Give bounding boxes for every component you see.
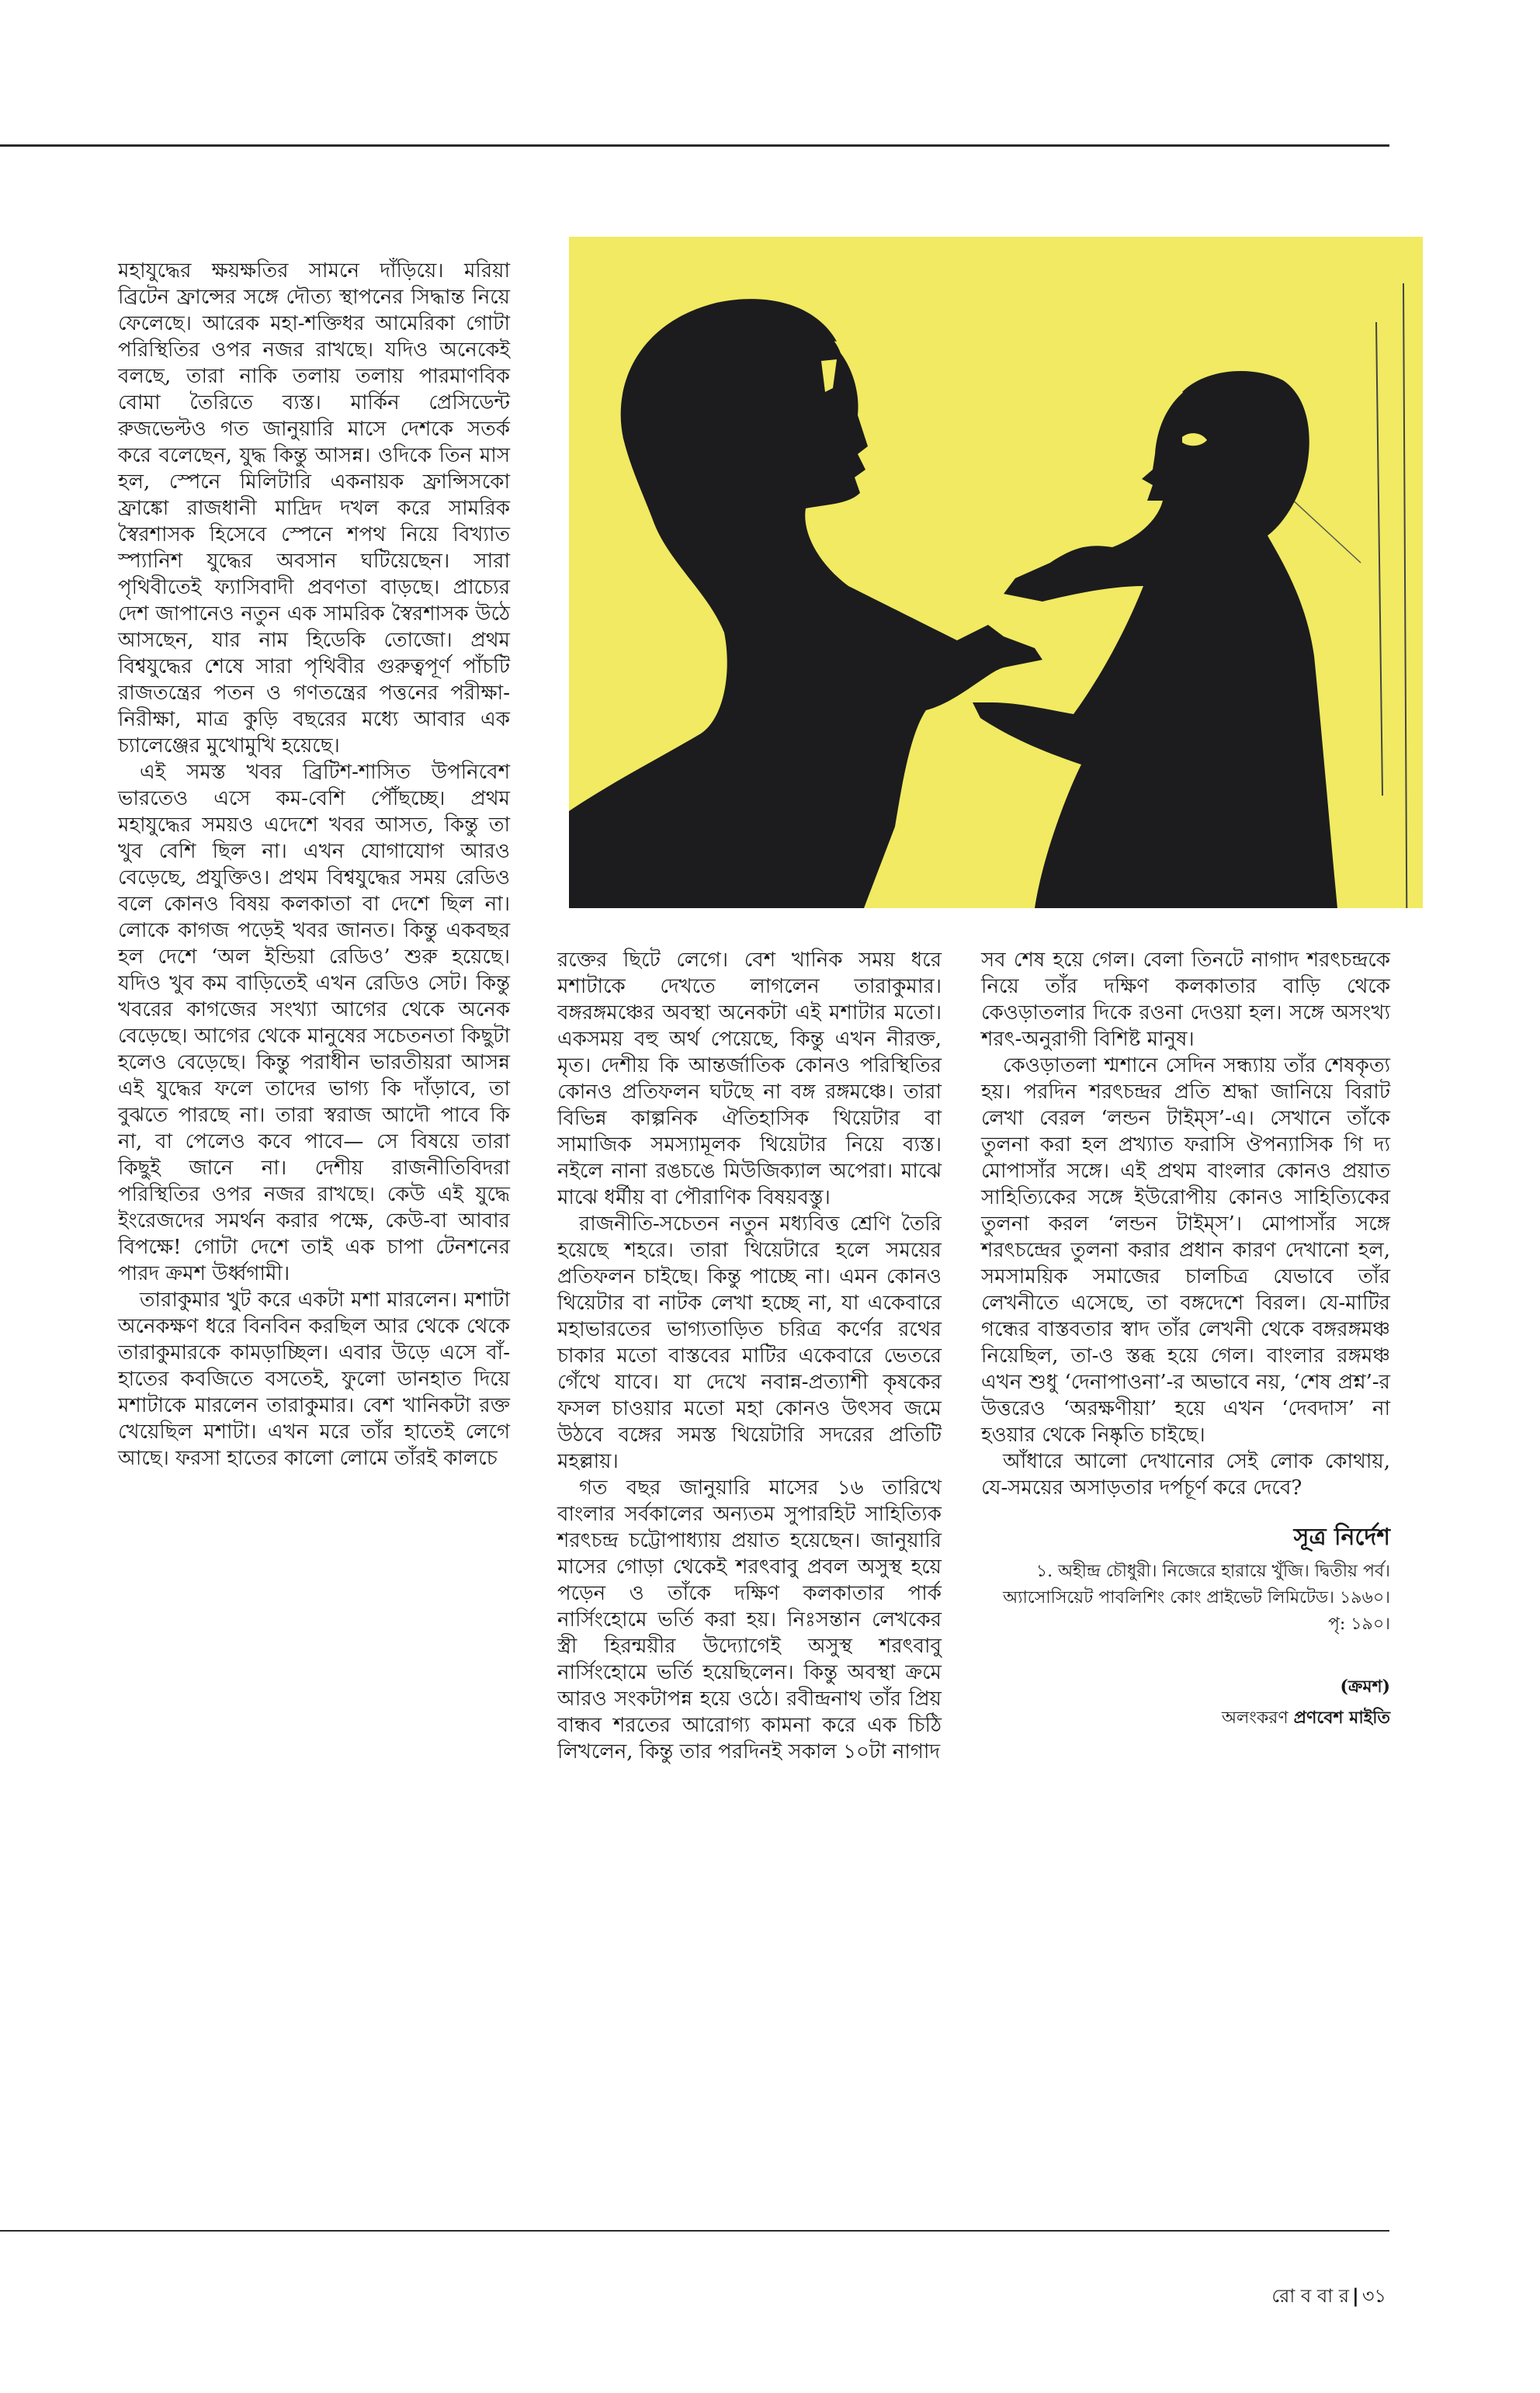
paragraph: এই সমস্ত খবর ব্রিটিশ-শাসিত উপনিবেশ ভারতেও এসে কম-বেশি পৌঁছচ্ছে। প্রথম মহাযুদ্ধের সময়ও এদেশে খবর আসত, কিন্তু তা খুব বেশি ছিল না। এখন যোগাযোগ আরও বেড়েছে, প্রযুক্তিও। প্রথম বিশ্বযুদ্ধের সময় রেডিও বলে কোনও বিষয় কলকাতা বা দেশে ছিল না। লোকে কাগজ পড়েই খবর জানত। কিন্তু একবছর হল দেশে ‘অল ইন্ডিয়া রেডিও’ শুরু হয়েছে। যদিও খুব কম বাড়িতেই এখন রেডিও সেট। কিন্তু খবরের কাগজের সংখ্যা আগের থেকে অনেক বেড়েছে। আগের থেকে মানুষের সচেতনতা কিছুটা হলেও বেড়েছে। কিন্তু পরাধীন ভারতীয়রা আসন্ন এই যুদ্ধের ফলে তাদের ভাগ্য কি দাঁড়াবে, তা বুঝতে পারছে না। তারা স্বরাজ আদৌ পাবে কি না, বা পেলেও কবে পাবে— সে বিষয়ে তারা কিছুই জানে না। দেশীয় রাজনীতিবিদরা পরিস্থিতির ওপর নজর রাখছে। কেউ এই যুদ্ধে ইংরেজদের সমর্থন করার পক্ষে, কেউ-বা আবার বিপক্ষে! গোটা দেশে তাই এক চাপা টেনশনের পারদ ক্রমশ উর্ধ্বগামী। (118, 761, 510, 1285)
page-number: ৩১ (1361, 2285, 1386, 2307)
illustration (569, 237, 1423, 908)
column-1 (118, 258, 510, 1472)
top-rule (0, 144, 1389, 147)
bottom-rule (0, 2230, 1389, 2232)
magazine-name: রো ব বা র (1271, 2285, 1350, 2307)
column-2 (557, 947, 942, 1765)
column-3 (981, 947, 1390, 1732)
credit-label: অলংকরণ (1221, 1708, 1289, 1728)
paragraph: মহাযুদ্ধের ক্ষয়ক্ষতির সামনে দাঁড়িয়ে। মরিয়া ব্রিটেন ফ্রান্সের সঙ্গে দৌত্য স্থাপনের সিদ্ধান্ত নিয়ে ফেলেছে। আরেক মহা-শক্তিধর আমেরিকা গোটা পরিস্থিতির ওপর নজর রাখছে। যদিও অনেকেই বলছে, তারা নাকি তলায় তলায় পারমাণবিক বোমা তৈরিতে ব্যস্ত। মার্কিন প্রেসিডেন্ট রুজভেল্টও গত জানুয়ারি মাসে দেশকে সতর্ক করে বলেছেন, যুদ্ধ কিন্তু আসন্ন। ওদিকে তিন মাস হল, স্পেনে মিলিটারি একনায়ক ফ্রান্সিসকো ফ্রাঙ্কো রাজধানী মাদ্রিদ দখল করে সামরিক স্বৈরশাসক হিসেবে স্পেনে শপথ নিয়ে বিখ্যাত স্প্যানিশ যুদ্ধের অবসান ঘটিয়েছেন। সারা পৃথিবীতেই ফ্যাসিবাদী প্রবণতা বাড়ছে। প্রাচ্যের দেশ জাপানেও নতুন এক সামরিক স্বৈরশাসক উঠে আসছেন, যার নাম হিডেকি তোজো। প্রথম বিশ্বযুদ্ধের শেষে সারা পৃথিবীর গুরুত্বপূর্ণ পাঁচটি রাজতন্ত্রের পতন ও গণতন্ত্রের পত্তনের পরীক্ষা-নিরীক্ষা, মাত্র কুড়ি বছরের মধ্যে আবার এক চ্যালেঞ্জের মুখোমুখি হয়েছে। (118, 259, 510, 758)
paragraph: আঁধারে আলো দেখানোর সেই লোক কোথায়, যে-সময়ের অসাড়তার দর্পচূর্ণ করে দেবে? (981, 1450, 1390, 1500)
paragraph: রক্তের ছিটে লেগে। বেশ খানিক সময় ধরে মশাটাকে দেখতে লাগলেন তারাকুমার। বঙ্গরঙ্গমঞ্চের অবস্থা অনেকটা এই মশাটার মতো। একসময় বহু অর্থ পেয়েছে, কিন্তু এখন নীরক্ত, মৃত। দেশীয় কি আন্তর্জাতিক কোনও পরিস্থিতির কোনও প্রতিফলন ঘটছে না বঙ্গ রঙ্গমঞ্চে। তারা বিভিন্ন কাল্পনিক ঐতিহাসিক থিয়েটার বা সামাজিক সমস্যামূলক থিয়েটার নিয়ে ব্যস্ত। নইলে নানা রঙচঙে মিউজিক্যাল অপেরা। মাঝে মাঝে ধর্মীয় বা পৌরাণিক বিষয়বস্তু। (557, 949, 942, 1209)
footer-separator: | (1352, 2285, 1359, 2307)
paragraph: রাজনীতি-সচেতন নতুন মধ্যবিত্ত শ্রেণি তৈরি হয়েছে শহরে। তারা থিয়েটারে হলে সময়ের প্রতিফলন চাইছে। কিন্তু পাচ্ছে না। এমন কোনও থিয়েটার বা নাটক লেখা হচ্ছে না, যা একেবারে মহাভারতের ভাগ্যতাড়িত চরিত্র কর্ণের রথের চাকার মতো বাস্তবের মাটির একেবারে ভেতরে গেঁথে যাবে। যা দেখে নবান্ন-প্রত্যাশী কৃষকের ফসল চাওয়ার মতো মহা কোনও উৎসব জমে উঠবে বঙ্গের সমস্ত থিয়েটারি সদরের প্রতিটি মহল্লায়। (557, 1212, 942, 1473)
paragraph: কেওড়াতলা শ্মশানে সেদিন সন্ধ্যায় তাঁর শেষকৃত্য হয়। পরদিন শরৎচন্দ্রর প্রতি শ্রদ্ধা জানিয়ে বিরাট লেখা বেরল ‘লন্ডন টাইম্‌স’-এ। সেখানে তাঁকে তুলনা করা হল প্রখ্যাত ফরাসি ঔপন্যাসিক গি দ্য মোপাসাঁর সঙ্গে। এই প্রথম বাংলার কোনও প্রয়াত সাহিত্যিকের সঙ্গে ইউরোপীয় কোনও সাহিত্যিকের তুলনা করল ‘লন্ডন টাইম্‌স’। মোপাসাঁর সঙ্গে শরৎচন্দ্রের তুলনা করার প্রধান কারণ দেখানো হল, সমসাময়িক সমাজের চালচিত্র যেভাবে তাঁর লেখনীতে এসেছে, তা বঙ্গদেশে বিরল। যে-মাটির গন্ধের বাস্তবতার স্বাদ তাঁর লেখনী থেকে বঙ্গরঙ্গমঞ্চ নিয়েছিল, তা-ও স্তব্ধ হয়ে গেল। বাংলার রঙ্গমঞ্চ এখন শুধু ‘দেনাপাওনা’-র অভাবে নয়, ‘শেষ প্রশ্ন’-র উত্তরেও ‘অরক্ষণীয়া’ হয়ে এখন ‘দেবদাস’ না হওয়ার থেকে নিষ্কৃতি চাইছে। (981, 1054, 1390, 1447)
references-title: সূত্র নির্দেশ (1293, 1524, 1390, 1551)
paragraph: গত বছর জানুয়ারি মাসের ১৬ তারিখে বাংলার সর্বকালের অন্যতম সুপারহিট সাহিত্যিক শরৎচন্দ্র চট্টোপাধ্যায় প্রয়াত হয়েছেন। জানুয়ারি মাসের গোড়া থেকেই শরৎবাবু প্রবল অসুস্থ হয়ে পড়েন ও তাঁকে দক্ষিণ কলকাতার পার্ক নার্সিংহোমে ভর্তি করা হয়। নিঃসন্তান লেখকের স্ত্রী হিরন্ময়ীর উদ্যোগেই অসুস্থ শরৎবাবু নার্সিংহোমে ভর্তি হয়েছিলেন। কিন্তু অবস্থা ক্রমে আরও সংকটাপন্ন হয়ে ওঠে। রবীন্দ্রনাথ তাঁর প্রিয় বান্ধব শরতের আরোগ্য কামনা করে এক চিঠি লিখলেন, কিন্তু তার পরদিনই সকাল ১০টা নাগাদ (557, 1476, 942, 1764)
paragraph: তারাকুমার খুট করে একটা মশা মারলেন। মশাটা অনেকক্ষণ ধরে বিনবিন করছিল আর থেকে থেকে তারাকুমারকে কামড়াচ্ছিল। এবার উড়ে এসে বাঁ-হাতের কবজিতে বসতেই, ফুলো ডানহাত দিয়ে মশাটাকে মারলেন তারাকুমার। বেশ খানিকটা রক্ত খেয়েছিল মশাটা। এখন মরে তাঁর হাতেই লেগে আছে। ফরসা হাতের কালো লোমে তাঁরই কালচে (118, 1288, 510, 1470)
paragraph: সব শেষ হয়ে গেল। বেলা তিনটে নাগাদ শরৎচন্দ্রকে নিয়ে তাঁর দক্ষিণ কলকাতার বাড়ি থেকে কেওড়াতলার দিকে রওনা দেওয়া হল। সঙ্গে অসংখ্য শরৎ-অনুরাগী বিশিষ্ট মানুষ। (981, 949, 1390, 1051)
serial-note: (ক্রমশ) (1340, 1677, 1390, 1697)
illustration-credit (981, 1705, 1390, 1732)
page-footer (1271, 2282, 1386, 2313)
reference-item: ১. অহীন্দ্র চৌধুরী। নিজেরে হারায়ে খুঁজি। দ্বিতীয় পর্ব। অ্যাসোসিয়েট পাবলিশিং কোং প্রাইভেট লিমিটেড। ১৯৬০। পৃ: ১৯০। (1003, 1562, 1390, 1634)
credit-artist: প্রণবেশ মাইতি (1293, 1708, 1390, 1728)
